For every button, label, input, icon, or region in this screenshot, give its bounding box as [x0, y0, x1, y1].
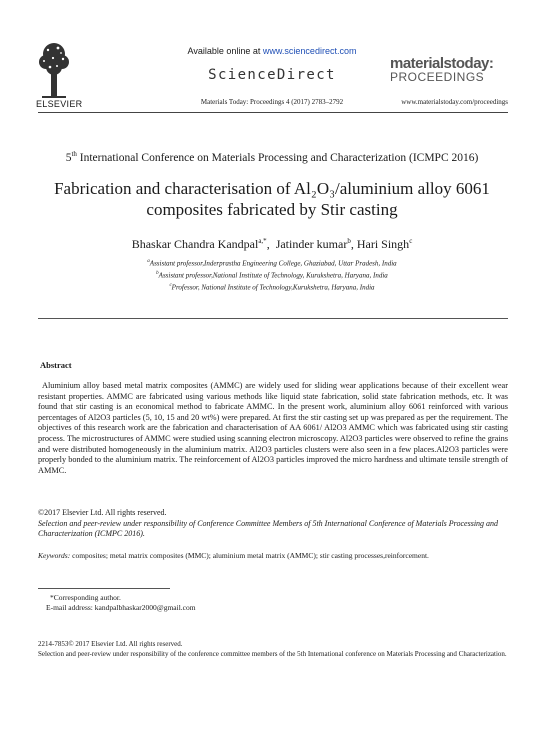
author-name: Hari Singh [356, 237, 410, 251]
author-name: Bhaskar Chandra Kandpal [131, 237, 259, 251]
journal-reference: Materials Today: Proceedings 4 (2017) 2783–2792 [200, 98, 344, 106]
email-address[interactable]: E-mail address: kandpalbhaskar2000@gmail.com [46, 603, 196, 612]
affiliation-mark: a [147, 259, 150, 264]
author-marks: b [347, 237, 351, 245]
copyright-block [38, 508, 508, 540]
peer-review-line: Selection and peer-review under responsibility of Conference Committee Members of 5th International Conference of Materials Processing and Characterization (ICMPC 2016). [38, 518, 499, 539]
keywords-line [38, 551, 508, 560]
affiliation-list [0, 257, 544, 292]
materials-today-logo [390, 56, 510, 84]
publisher-logo-text: ELSEVIER [36, 99, 83, 109]
header-divider [38, 112, 508, 113]
section-divider [38, 318, 508, 319]
paper-title [40, 178, 504, 220]
keywords-label: Keywords: [38, 551, 71, 560]
author-marks: c [409, 237, 413, 245]
affiliation-text: Assistant professor,Inderprastha Engineering College, Ghaziabad, Uttar Pradesh, India [149, 259, 397, 268]
journal-url-link[interactable]: www.materialstoday.com/proceedings [401, 98, 508, 106]
title-line-2: composites fabricated by Stir casting [146, 200, 398, 219]
conference-line [0, 150, 544, 164]
keywords-text: composites; metal matrix composites (MMC); aluminium metal matrix (AMMC); stir casting processes,reinforcement. [70, 551, 429, 560]
abstract-heading: Abstract [40, 360, 72, 370]
page-footer [38, 639, 508, 659]
affiliation-text: Assistant professor,National Institute of Technology, Kurukshetra, Haryana, India [158, 271, 388, 280]
affiliation-item [0, 257, 544, 269]
available-prefix: Available online at [187, 46, 263, 56]
author-name: Jatinder kumar [275, 237, 348, 251]
title-line-1: Fabrication and characterisation of Al₂O₃/aluminium alloy 6061 [54, 179, 490, 198]
sciencedirect-brand: ScienceDirect [208, 67, 336, 83]
copyright-line: ©2017 Elsevier Ltd. All rights reserved. [38, 508, 167, 517]
affiliation-text: Professor, National Institute of Technology,Kurukshetra, Haryana, India [171, 282, 375, 291]
affiliation-item [0, 281, 544, 293]
footer-peer-review: Selection and peer-review under responsibility of the conference committee members of the 5th International conference on Materials Processing and Characterization. [38, 650, 507, 658]
corresponding-author: *Corresponding author. [50, 593, 121, 602]
conference-ordinal: th [71, 150, 77, 158]
conference-number: 5 [65, 151, 72, 164]
footnote-divider [38, 588, 170, 589]
author-list: Bhaskar Chandra Kandpal$^{a,*}$, Jatinder kumar$^b$, Hari Singh$^c$ [131, 237, 413, 251]
journal-logo-top: materialstoday: [390, 55, 494, 72]
abstract-body: Aluminium alloy based metal matrix composites (AMMC) are widely used for sliding wear applications because of their excellent wear resistant properties. AMMC are fabricated using various methods like liquid state fabrication, solid state fabrication methods, etc. It was found that stir casting is an economical method to fabricate AMMC. In the present work, aluminium alloy 6061 reinforced with various percentages of Al2O3 particles (5, 10, 15 and 20 wt%) were prepared. At first the stir casting set up was prepared as per the requirement. The objectives of this research work are the fabrication and characterisation of AA 6061/ Al2O3 AMMC which was fabricated using stir casting process. The microstructures of AMMC were studied using scanning electron microscopy. Al2O3 particles were observed to refine the grains and were distributed homogeneously in the aluminium matrix. Al2O3 particles clusters were also seen in a few places.Al2O3 particles were properly bonded to the aluminium matrix. The reinforcement of Al2O3 particles improved the micro hardness and ultimate tensile strength of AMMC. [38, 381, 508, 475]
journal-logo-bottom: PROCEEDINGS [390, 70, 485, 84]
affiliation-mark: b [156, 270, 159, 276]
author-marks: a,* [258, 237, 267, 245]
conference-name: International Conference on Materials Processing and Characterization (ICMPC 2016) [76, 151, 479, 164]
affiliation-mark: c [169, 282, 172, 288]
issn-line: 2214-7853© 2017 Elsevier Ltd. All rights reserved. [38, 640, 183, 648]
sciencedirect-link[interactable]: www.sciencedirect.com [262, 46, 357, 56]
affiliation-item [0, 269, 544, 281]
